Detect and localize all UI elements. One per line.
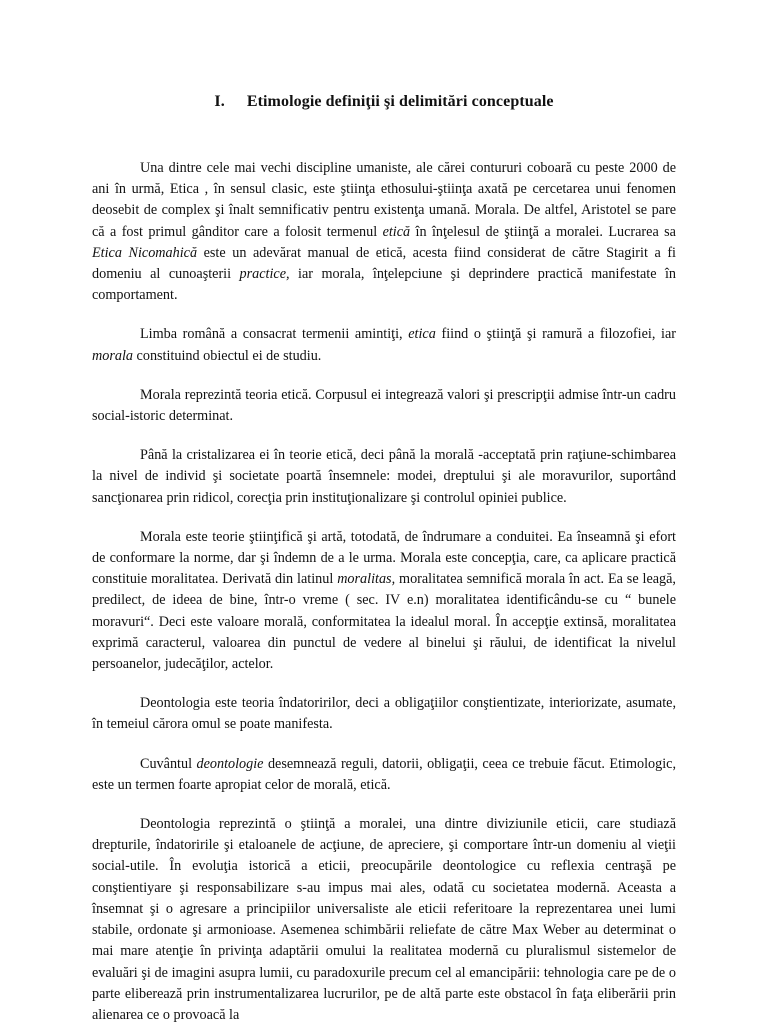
paragraph — [92, 527, 676, 675]
paragraph-text: Deontologia este teoria îndatoririlor, deci a obligaţiilor conştientizate, interiorizate, asumate, în temeiul cărora omul se poate manifesta. — [92, 695, 676, 733]
paragraph-text: fiind o ştiinţă şi ramură a filozofiei, iar — [435, 326, 676, 343]
paragraph-text: constituind obiectul ei de studiu. — [133, 347, 322, 364]
italic-term: practice, — [239, 266, 290, 283]
paragraph-text: în înţelesul de ştiinţă a moralei. Lucrarea sa — [410, 223, 676, 240]
paragraph — [92, 814, 676, 1026]
italic-term: etică — [382, 223, 411, 240]
paragraph-text: Până la cristalizarea ei în teorie etică, deci până la morală -acceptată prin raţiune-schimbarea la nivel de individ şi societate poartă însemnele: modei, dreptului şi ale moravurilor, suportând sancţionarea prin ridicol, corecţia prin instituţionalizare şi controlul opiniei publice. — [92, 447, 676, 506]
paragraph — [92, 754, 676, 796]
paragraph-text: Morala este teorie ştiinţifică şi artă, totodată, de îndrumare a conduitei. Ea înseamnă şi efort de conformare la norme, dar şi îndemn de a le urma. Morala este concepţia, care, ca aplicare practică constituie moralitatea. Derivată din latinul — [92, 528, 676, 588]
paragraph — [92, 445, 676, 509]
paragraph-text: Morala reprezintă teoria etică. Corpusul ei integrează valori şi prescripţii admise într-un cadru social-istoric determinat. — [92, 386, 676, 425]
paragraph-text: Cuvântul — [140, 755, 197, 772]
section-heading — [92, 0, 676, 112]
section-title: Etimologie definiţii şi delimitări conceptuale — [246, 93, 554, 110]
paragraph-text: moralitatea semnifică morala în act. Ea se leagă, predilect, de ideea de bine, într-o vreme ( sec. IV e.n) moralitatea identificându-se cu “ bunele moravuri“. Deci este valoare morală, conformitatea la idealul moral. În accepţie extinsă, moralitatea exprimă caracterul, valoarea din punctul de vedere al binelui şi răului, de identificat la nivelul persoanelor, judecăţilor, actelor. — [92, 571, 676, 673]
paragraph-text: desemnează reguli, datorii, obligaţii, ceea ce trebuie făcut. Etimologic, este un termen foarte apropiat celor de morală, etică. — [92, 755, 676, 793]
italic-term: deontologie — [196, 755, 264, 772]
paragraph-text: Limba română a consacrat termenii amintiţi, — [140, 326, 409, 343]
paragraph-text: Deontologia reprezintă o ştiinţă a moralei, una dintre diviziunile eticii, care studiază drepturile, îndatoririle şi etaloanele de acţiune, de apreciere, şi comportare într-un domeniu al vieţii social-utile. În evoluţia istorică a eticii, preocupările deontologice cu reflexia centraşă pe conştientiyare şi responsabilizare s-au impus mai ales, odată cu societatea modernă. Aceasta a însemnat şi o agresare a principiilor universaliste ale eticii referitoare la reprezentarea unei lumi stabile, ordonate şi armonioase. Asemenea schimbării reliefate de către Max Weber au determinat o mai mare atenţie în privinţa adaptării omului la realitatea modernă cu pluralismul sistemelor de evaluări şi de imagini asupra lumii, cu paradoxurile precum cel al emancipării: tehnologia care pe de o parte eliberează prin instrumentalizarea lucrurilor, pe de altă parte este obstacol în faţa eliberării prin alienarea ce o provoacă la — [92, 816, 676, 1023]
paragraph-text: Una dintre cele mai vechi discipline umaniste, ale cărei contururi coboară cu peste 2000 de ani în urmă, Etica , în sensul clasic, este ştiinţa ethosului-ştiinţa axată pe cercetarea unui fenomen deosebit de complex şi înalt semnificativ pentru existenţa umană. Morala. De altfel, Aristotel se pare că a fost primul gânditor care a folosit termenul — [92, 160, 676, 240]
paragraph — [92, 385, 676, 427]
section-number: I. — [214, 93, 225, 110]
paragraph — [92, 324, 676, 366]
italic-term: Etica Nicomahică — [92, 244, 198, 261]
italic-term: moralitas, — [337, 571, 396, 588]
italic-term: etica — [408, 326, 436, 343]
paragraph — [92, 693, 676, 735]
document-body — [92, 158, 676, 1026]
paragraph — [92, 158, 676, 306]
italic-term: morala — [92, 347, 133, 364]
paragraph-text: iar morala, înţelepciune şi deprindere practică manifestate în comportament. — [92, 266, 676, 304]
paragraph-text: este un adevărat manual de etică, acesta fiind considerat de către Stagirit a fi domeniu al cunoaşterii — [92, 244, 676, 283]
